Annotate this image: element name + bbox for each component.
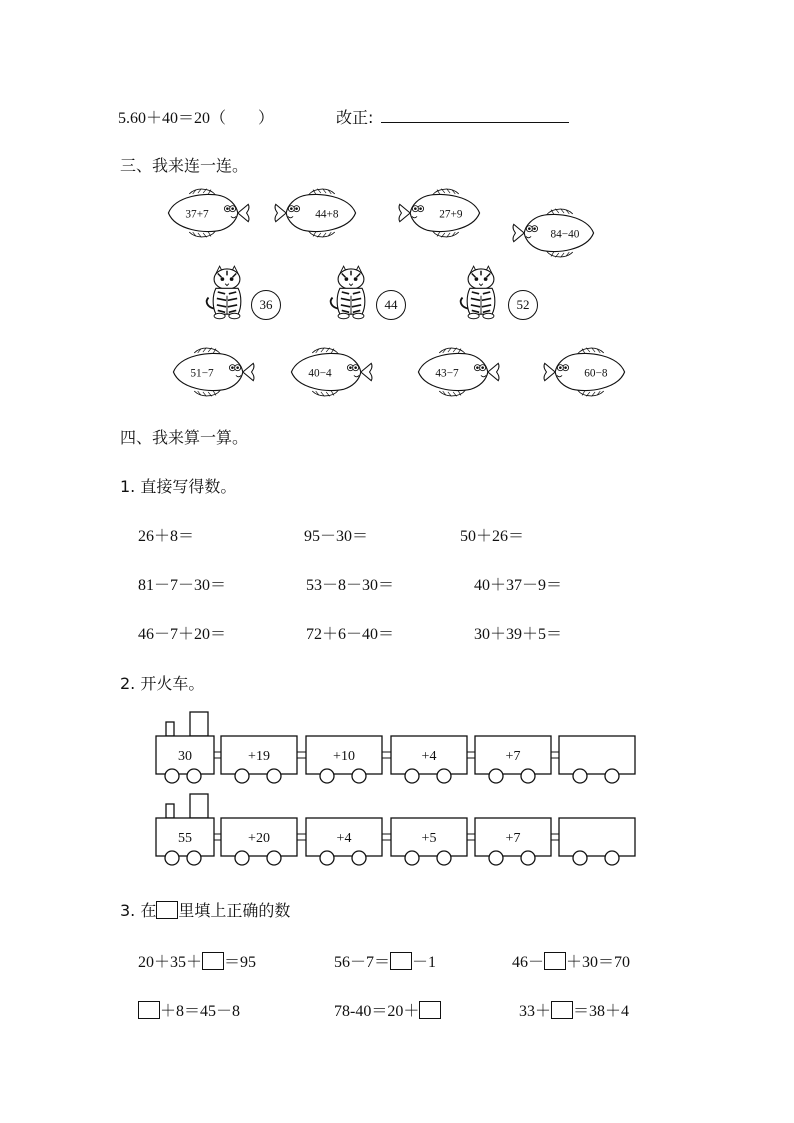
train1-car-0: 30 (178, 749, 192, 764)
fill-1-3 (512, 949, 630, 972)
part3-title (120, 898, 290, 921)
part1-title: 1. 直接写得数。 (120, 477, 237, 496)
part3-title-suffix: 里填上正确的数 (178, 901, 291, 920)
train1-car-2: +10 (333, 749, 355, 764)
cat-number-circle-3[interactable]: 52 (508, 290, 538, 320)
train2-car-0: 55 (178, 831, 192, 846)
calc-2-2[interactable]: 53－8－30＝ (306, 577, 395, 594)
fish-label: 60−8 (584, 367, 608, 380)
answer-box[interactable] (390, 952, 412, 970)
train1-car-3: +4 (421, 749, 437, 764)
q5-expression: 5.60＋40＝20（ ） (118, 110, 275, 127)
train1-car-1: +19 (248, 749, 270, 764)
fish-label: 84−40 (550, 228, 580, 241)
cat-2 (327, 262, 375, 322)
q5-correct-label: 改正: (336, 108, 374, 127)
fish-label: 43−7 (435, 367, 459, 380)
part3-title-prefix: 3. 在 (120, 901, 157, 920)
fill-after: －1 (412, 954, 437, 971)
fish-top-2[interactable] (274, 183, 366, 243)
answer-box[interactable] (138, 1001, 160, 1019)
calc-1-2[interactable]: 95－30＝ (304, 528, 369, 545)
fill-before: 20＋35＋ (138, 954, 203, 971)
fill-before: 56－7＝ (334, 954, 391, 971)
calc-1-3[interactable]: 50＋26＝ (460, 528, 525, 545)
fill-2-3 (519, 998, 629, 1021)
fill-after: ＋8＝45－8 (160, 1003, 241, 1020)
fish-bottom-1[interactable] (163, 342, 255, 402)
cat-number-circle-1[interactable]: 36 (251, 290, 281, 320)
train-1 (150, 710, 642, 788)
train2-car-3: +5 (421, 831, 437, 846)
train1-car-4: +7 (505, 749, 521, 764)
fish-label: 37+7 (185, 208, 209, 221)
fish-top-4[interactable] (512, 203, 604, 263)
fish-label: 40−4 (308, 367, 332, 380)
fill-after: ＝38＋4 (573, 1003, 630, 1020)
fish-label: 51−7 (190, 367, 214, 380)
fish-label: 44+8 (315, 208, 339, 221)
fill-2-2 (334, 998, 441, 1021)
calc-3-3[interactable]: 30＋39＋5＝ (474, 626, 563, 643)
fill-1-2 (334, 949, 436, 972)
cat-1 (203, 262, 251, 322)
example-blank-box (156, 901, 178, 919)
fill-before: 33＋ (519, 1003, 552, 1020)
q5-answer-line[interactable] (381, 122, 569, 123)
fill-1-1 (138, 949, 256, 972)
fill-after: ＝95 (224, 954, 257, 971)
part2-title: 2. 开火车。 (120, 674, 205, 693)
train2-car-2: +4 (336, 831, 352, 846)
calc-2-1[interactable]: 81－7－30＝ (138, 577, 227, 594)
section3-title: 三、我来连一连。 (120, 156, 249, 175)
fish-top-1[interactable] (158, 183, 250, 243)
fish-bottom-4[interactable] (543, 342, 635, 402)
fill-2-1 (138, 998, 240, 1021)
train-2 (150, 792, 642, 870)
answer-box[interactable] (544, 952, 566, 970)
fish-bottom-3[interactable] (408, 342, 500, 402)
calc-2-3[interactable]: 40＋37－9＝ (474, 577, 563, 594)
section4-title: 四、我来算一算。 (120, 428, 249, 447)
fill-before: 46－ (512, 954, 545, 971)
train2-car-4: +7 (505, 831, 521, 846)
calc-3-2[interactable]: 72＋6－40＝ (306, 626, 395, 643)
train2-car-1: +20 (248, 831, 270, 846)
calc-3-1[interactable]: 46－7＋20＝ (138, 626, 227, 643)
answer-box[interactable] (419, 1001, 441, 1019)
fish-label: 27+9 (439, 208, 463, 221)
fill-after: ＋30＝70 (566, 954, 631, 971)
calc-1-1[interactable]: 26＋8＝ (138, 528, 195, 545)
answer-box[interactable] (202, 952, 224, 970)
fish-bottom-2[interactable] (281, 342, 373, 402)
fill-before: 78-40＝20＋ (334, 1003, 420, 1020)
cat-3 (457, 262, 505, 322)
cat-number-circle-2[interactable]: 44 (376, 290, 406, 320)
answer-box[interactable] (551, 1001, 573, 1019)
fish-top-3[interactable] (398, 183, 490, 243)
